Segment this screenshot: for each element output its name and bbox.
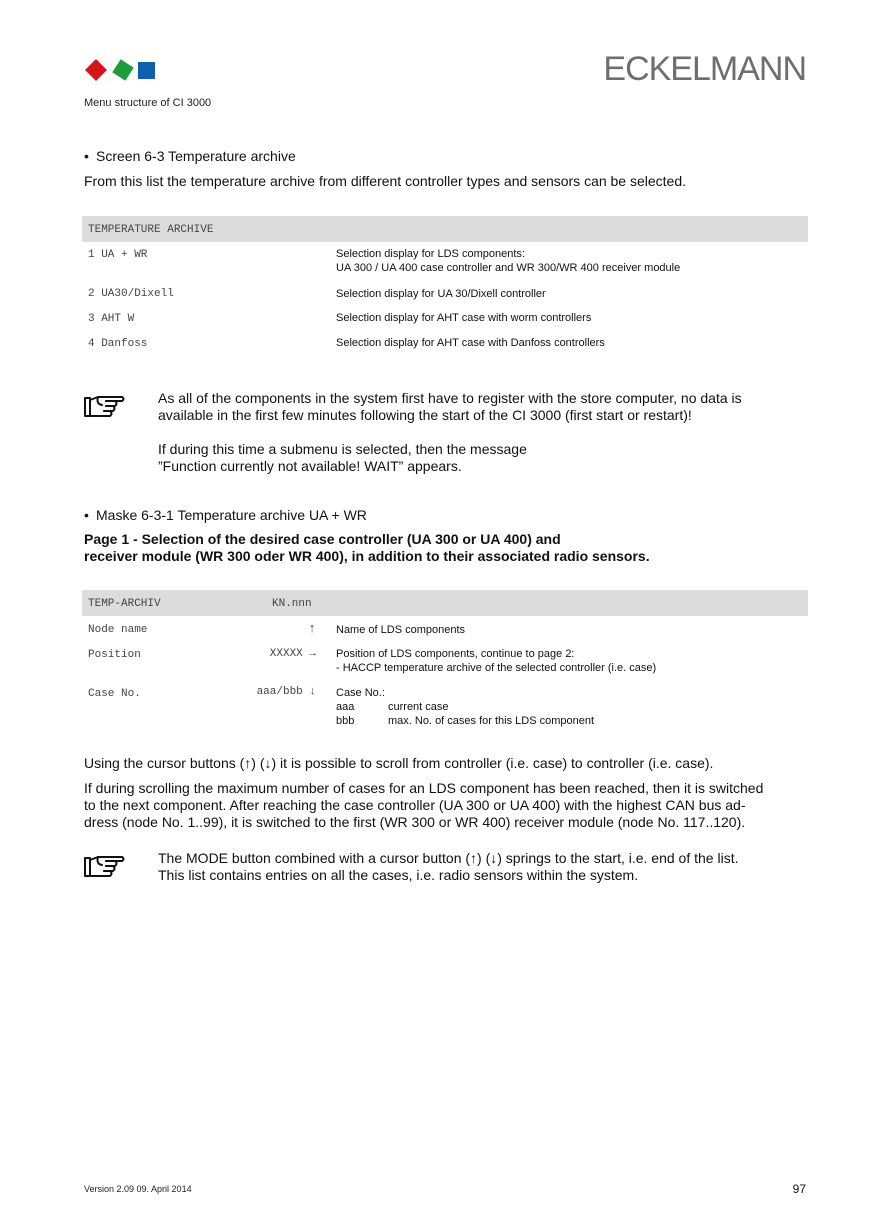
page-subtitle: Menu structure of CI 3000 <box>84 97 212 109</box>
brand-name: ECKELMANN <box>603 50 806 88</box>
note1-text: As all of the components in the system first have to register with the store computer, no data is available in the first few minutes following the start of the CI 3000 (first start or restart)! If during this time a submenu is selected, then the message ”Function currently not available! WAIT” appears. <box>158 390 742 474</box>
section2-title: Maske 6-3-1 Temperature archive UA + WR <box>96 507 367 523</box>
archive-table-header <box>82 216 808 242</box>
archive-row-4-code: 4 Danfoss <box>88 338 148 350</box>
section2-bullet <box>84 507 367 523</box>
archive-row-1-desc: Selection display for LDS components: UA 300 / UA 400 case controller and WR 300/WR 400 receiver module <box>336 248 681 274</box>
field-node-name-desc: Name of LDS components <box>336 624 466 636</box>
archive-row-2-code: 2 UA30/Dixell <box>88 288 174 300</box>
section2-heading: Page 1 - Selection of the desired case controller (UA 300 or UA 400) and receiver module (WR 300 oder WR 400), in addition to their associated radio sensors. <box>84 531 650 564</box>
scroll-behaviour: If during scrolling the maximum number of cases for an LDS component has been reached, then it is switched to the next component. After reaching the case controller (UA 300 or UA 400) with the highest CAN bus ad- dress (node No. 1..99), it is switched to the first (WR 300 or WR 400) receiver module (node No. 117..120). <box>84 780 764 830</box>
note2-text: The MODE button combined with a cursor button (↑) (↓) springs to the start, i.e. end of the list. This list contains entries on all the cases, i.e. radio sensors within the system. <box>158 850 739 883</box>
field-case-no-desc: Case No.: aaa current case bbb max. No. of cases for this LDS component <box>336 687 595 727</box>
archive-table-title: TEMPERATURE ARCHIVE <box>88 224 214 236</box>
archive-row-4-desc: Selection display for AHT case with Danfoss controllers <box>336 337 605 349</box>
pointing-hand-icon <box>82 852 126 880</box>
field-position-value: XXXXX → <box>269 648 316 660</box>
archive-row-3-desc: Selection display for AHT case with worm controllers <box>336 312 592 324</box>
bullet-icon: • <box>84 507 89 523</box>
archive-row-2-desc: Selection display for UA 30/Dixell controller <box>336 288 546 300</box>
archive-row-3-code: 3 AHT W <box>88 313 135 325</box>
pointing-hand-icon <box>82 392 126 420</box>
field-position-desc: Position of LDS components, continue to page 2: - HACCP temperature archive of the selected controller (i.e. case) <box>336 648 657 674</box>
field-node-name-label: Node name <box>88 624 148 636</box>
section1-bullet <box>84 148 296 164</box>
field-case-no-value: aaa/bbb ↓ <box>256 686 316 698</box>
up-arrow-icon: ↑ <box>308 621 316 636</box>
footer-version: Version 2.09 09. April 2014 <box>84 1184 192 1194</box>
page-number: 97 <box>792 1182 806 1196</box>
section1-intro: From this list the temperature archive from different controller types and sensors can be selected. <box>84 173 687 189</box>
temp-archiv-node: KN.nnn <box>272 598 312 610</box>
temp-archiv-table-header <box>82 590 808 616</box>
section1-title: Screen 6-3 Temperature archive <box>96 148 296 164</box>
field-case-no-label: Case No. <box>88 688 141 700</box>
bullet-icon: • <box>84 148 89 164</box>
field-position-label: Position <box>88 649 141 661</box>
scroll-instructions: Using the cursor buttons (↑) (↓) it is possible to scroll from controller (i.e. case) to controller (i.e. case). <box>84 755 714 771</box>
temp-archiv-title: TEMP-ARCHIV <box>88 598 161 610</box>
eckelmann-logo <box>84 58 156 82</box>
archive-row-1-code: 1 UA + WR <box>88 249 148 261</box>
